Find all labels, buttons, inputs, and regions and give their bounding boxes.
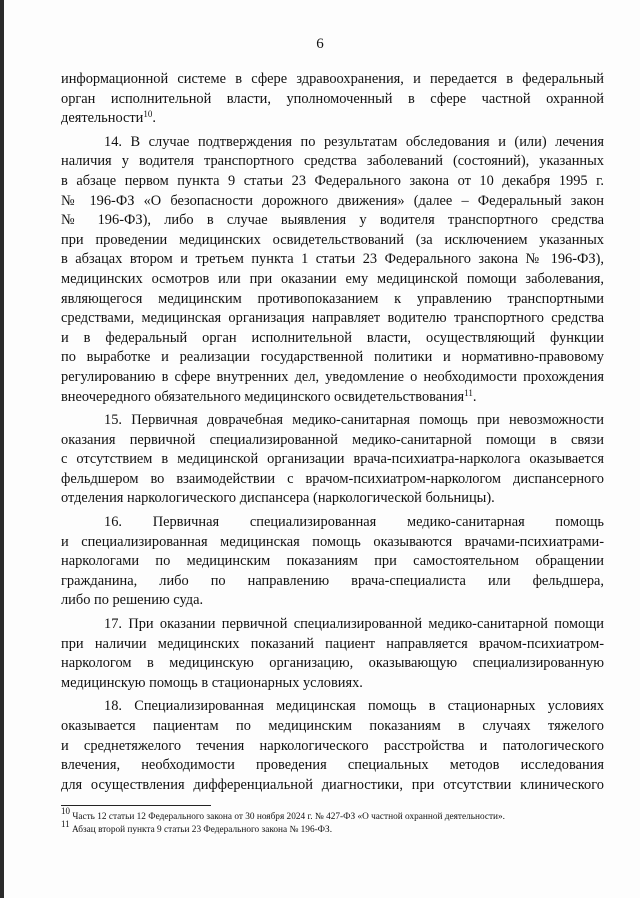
text-line-content: № 196-ФЗ), либо в случае выявления у водителя транспортного средства (61, 212, 604, 229)
text-line (61, 533, 604, 553)
text-line-content: либо по решению суда. (61, 592, 204, 609)
text-line-content: и специализированная медицинская помощь оказываются врачами-психиатрами- (61, 533, 604, 550)
text-line (61, 450, 604, 470)
text-line (61, 552, 604, 572)
body-text (61, 70, 604, 795)
text-line (61, 70, 604, 90)
footnote-number: 11 (61, 819, 70, 829)
text-line-content: в абзаце первом пункта 9 статьи 23 Федерального закона от 10 декабря 1995 г. (61, 172, 604, 189)
text-line-content: являющегося медицинским противопоказанием к управлению транспортными (61, 290, 604, 307)
page-number: 6 (316, 36, 324, 52)
text-line-content: деятельности (61, 110, 144, 127)
footnote-ref: 10 (143, 109, 153, 120)
footnote-ref: 11 (464, 387, 473, 398)
text-line (61, 411, 604, 431)
text-line-content: влечения, необходимости проведения специальных методов исследования (61, 757, 604, 774)
text-line (61, 368, 604, 388)
text-line-content: 14. В случае подтверждения по результатам обследования и (или) лечения (104, 133, 604, 150)
text-line-content: наличия у водителя транспортного средства заболеваний (состояний), указанных (61, 153, 604, 170)
text-line (61, 572, 604, 592)
footnote-text: Абзац второй пункта 9 статьи 23 Федерального закона № 196-ФЗ. (69, 825, 333, 835)
text-line (61, 756, 604, 776)
text-line-content: фельдшером во взаимодействии с врачом-психиатром-наркологом диспансерного (61, 470, 604, 487)
text-line-content: 18. Специализированная медицинская помощь в стационарных условиях (104, 698, 604, 715)
text-line-content: медицинскую помощь в стационарных условиях. (61, 674, 363, 691)
text-line-content: наркологом в медицинскую организацию, оказывающую специализированную (61, 655, 604, 672)
text-line (61, 290, 604, 310)
footnote-number: 10 (61, 806, 70, 816)
text-line-content: информационной системе в сфере здравоохранения, и передается в федеральный (61, 71, 604, 87)
text-line-content: при проведении медицинских освидетельствований (за исключением указанных (61, 231, 604, 248)
text-line-content: с отсутствием в медицинской организации врача-психиатра-нарколога оказывается (61, 451, 604, 468)
text-line (61, 192, 604, 212)
text-line-content: отделения наркологического диспансера (наркологической больницы). (61, 490, 495, 507)
text-line (61, 489, 604, 509)
text-line (61, 674, 604, 694)
text-line (61, 717, 604, 737)
text-line (61, 309, 604, 329)
footnotes (61, 806, 604, 837)
text-line-content: по выработке и реализации государственной политики и нормативно-правовому (61, 349, 604, 366)
text-line-content: оказания первичной специализированной медико-санитарной помощи в связи (61, 431, 604, 448)
text-line (61, 654, 604, 674)
text-line (61, 388, 604, 408)
scan-edge (0, 0, 4, 898)
text-line (61, 90, 604, 110)
text-line (61, 231, 604, 251)
text-line (61, 348, 604, 368)
text-line-content: и среднетяжелого течения наркологического расстройства и патологического (61, 737, 604, 754)
text-line-content: наркологами по медицинским показаниям при самостоятельном обращении (61, 553, 604, 570)
text-line (61, 697, 604, 717)
text-line-content: 15. Первичная доврачебная медико-санитарная помощь при невозможности (104, 412, 604, 429)
text-line (61, 776, 604, 796)
text-line-content: гражданина, либо по направлению врача-специалиста или фельдшера, (61, 572, 604, 589)
footnote-divider (61, 805, 211, 806)
text-line (61, 133, 604, 153)
text-line-content: и в федеральный орган исполнительной власти, осуществляющий функции (61, 329, 604, 346)
text-line-content: оказывается пациентам по медицинским показаниям в случаях тяжелого (61, 718, 604, 734)
text-line-content: регулированию в сфере внутренних дел, уведомление о необходимости прохождения (61, 368, 604, 385)
text-line-content: 17. При оказании первичной специализированной медико-санитарной помощи (104, 616, 604, 633)
text-line (61, 615, 604, 635)
text-line (61, 635, 604, 655)
text-line (61, 329, 604, 349)
text-line (61, 152, 604, 172)
text-line-content: для осуществления дифференциальной диагностики, при отсутствии клинического (61, 776, 604, 793)
footnote (61, 806, 604, 824)
text-line-content: медицинских осмотров или при оказании ему медицинской помощи заболевания, (61, 270, 604, 287)
text-line-content: при наличии медицинских показаний пациент направляется врачом-психиатром- (61, 635, 604, 652)
text-line-content: средствами, медицинская организация направляет водителю транспортного средства (61, 310, 604, 327)
text-line (61, 513, 604, 533)
text-line-content: орган исполнительной власти, уполномоченный в сфере частной охранной (61, 90, 604, 107)
text-line (61, 270, 604, 290)
punctuation: . (152, 110, 156, 127)
punctuation: . (472, 388, 477, 405)
text-line-content: в абзацах втором и третьем пункта 1 статьи 23 Федерального закона № 196-ФЗ), (61, 251, 604, 268)
text-line (61, 172, 604, 192)
text-line (61, 109, 604, 129)
text-line (61, 211, 604, 231)
text-line (61, 431, 604, 451)
text-line-content: № 196-ФЗ «О безопасности дорожного движения» (далее – Федеральный закон (61, 192, 604, 209)
text-line (61, 737, 604, 757)
text-line (61, 470, 604, 490)
text-line-content: 16. Первичная специализированная медико-санитарная помощь (104, 514, 604, 531)
text-line-content: внеочередного обязательного медицинского освидетельствования (61, 388, 465, 405)
footnote-text: Часть 12 статьи 12 Федерального закона от 30 ноября 2024 г. № 427-ФЗ «О частной охранной деятельности». (70, 812, 505, 822)
text-line (61, 591, 604, 611)
footnote (61, 819, 604, 837)
text-line (61, 250, 604, 270)
